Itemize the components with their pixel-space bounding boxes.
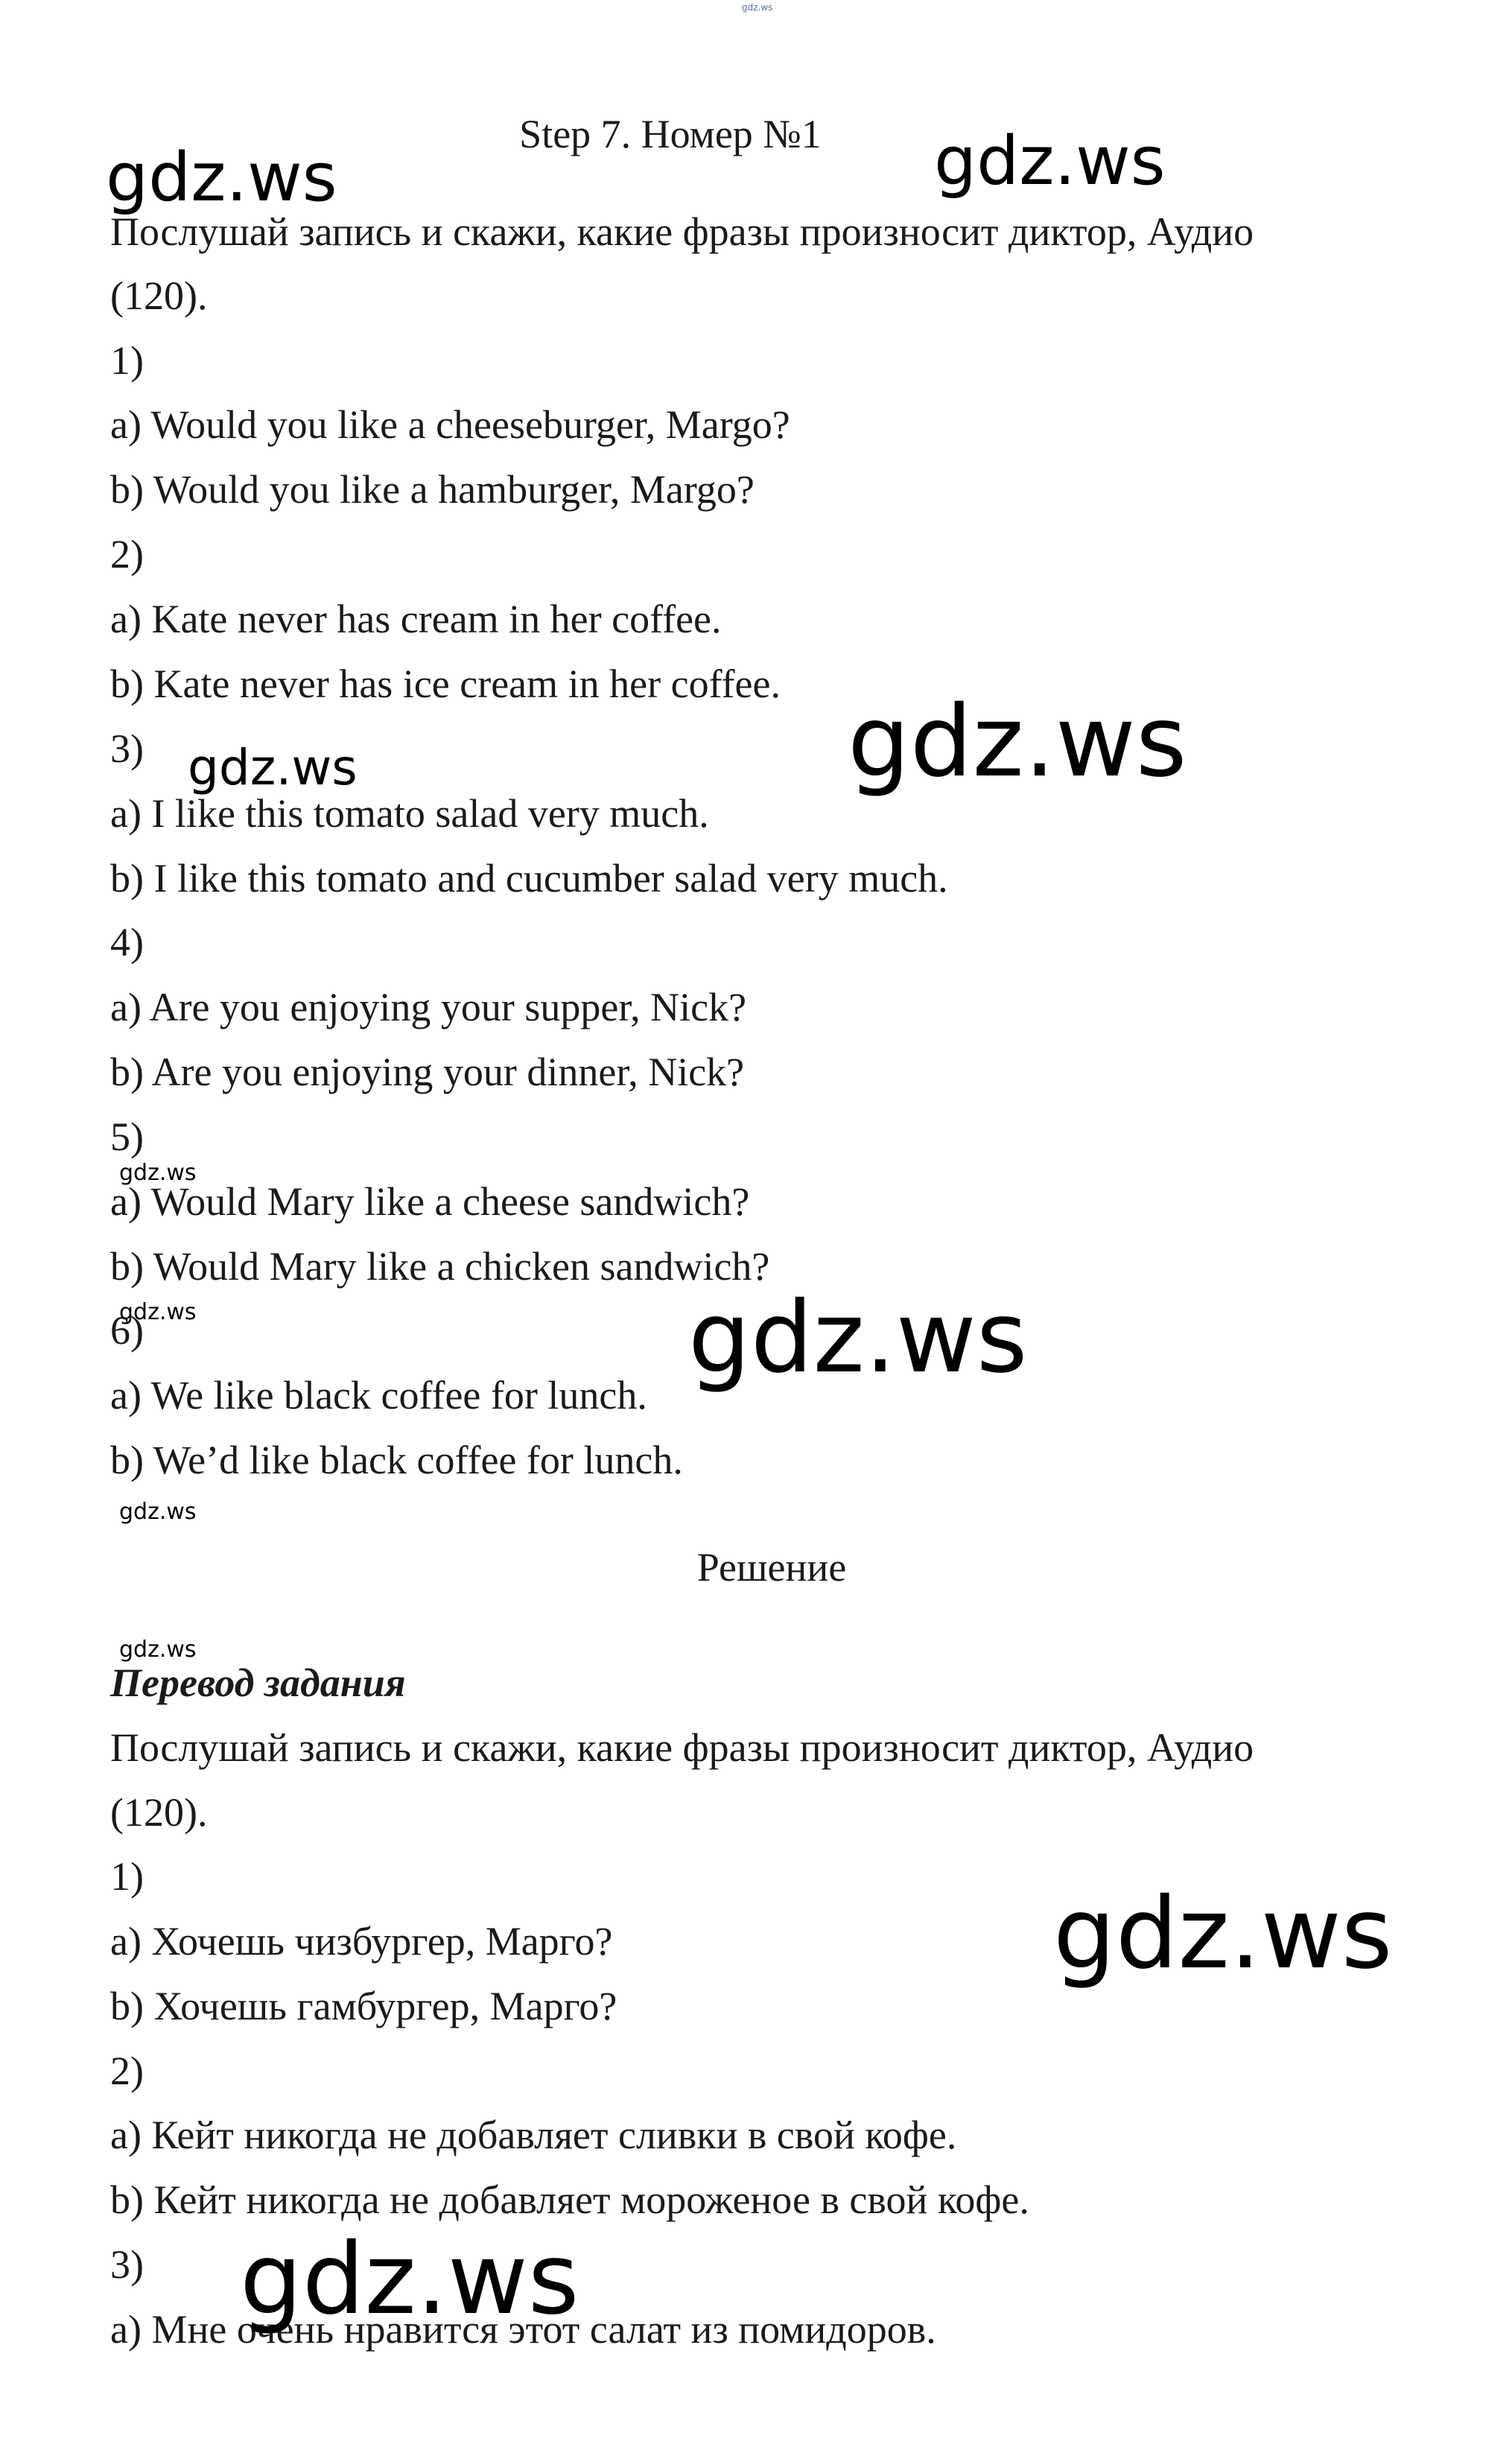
watermark-item3: gdz.ws [188,739,358,796]
item-5-option-a: a) Would Mary like a cheese sandwich? [110,1179,750,1224]
page-title: Step 7. Номер №1 [519,112,822,156]
task-instruction-line2: (120). [110,273,208,318]
translation-instruction-line2: (120). [110,1790,208,1835]
watermark-small-3: gdz.ws [119,1499,197,1525]
watermark-large-3: gdz.ws [1053,1876,1393,1991]
watermark-top-right: gdz.ws [934,122,1166,200]
item-3-number: 3) [110,726,144,771]
item-1-option-a: a) Would you like a cheeseburger, Margo? [110,402,790,447]
watermark-top-left: gdz.ws [106,139,337,217]
translation-item-3-option-a: a) Мне очень нравится этот салат из помидоров. [110,2307,936,2352]
item-2-number: 2) [110,532,144,577]
watermark-large-1: gdz.ws [848,685,1187,799]
item-2-option-b: b) Kate never has ice cream in her coffee. [110,661,781,706]
item-4-option-a: a) Are you enjoying your supper, Nick? [110,985,747,1029]
task-instruction-line1: Послушай запись и скажи, какие фразы произносит диктор, Аудио [110,209,1254,254]
watermark-large-4: gdz.ws [240,2222,579,2337]
item-1-option-b: b) Would you like a hamburger, Margo? [110,467,755,512]
translation-item-1-option-b: b) Хочешь гамбургер, Марго? [110,1984,617,2028]
translation-item-3-number: 3) [110,2242,144,2287]
item-3-option-a: a) I like this tomato salad very much. [110,791,709,836]
watermark-small-4: gdz.ws [119,1637,197,1663]
translation-item-2-number: 2) [110,2049,144,2093]
watermark-tiny: gdz.ws [742,2,773,13]
item-6-number: 6) [110,1308,144,1353]
watermark-large-2: gdz.ws [688,1281,1028,1395]
item-5-option-b: b) Would Mary like a chicken sandwich? [110,1244,770,1289]
watermark-small-1: gdz.ws [119,1160,197,1186]
translation-item-1-number: 1) [110,1854,144,1899]
item-3-option-b: b) I like this tomato and cucumber salad very much. [110,856,948,901]
item-2-option-a: a) Kate never has cream in her coffee. [110,597,722,641]
translation-instruction-line1: Послушай запись и скажи, какие фразы произносит диктор, Аудио [110,1725,1254,1770]
item-6-option-a: a) We like black coffee for lunch. [110,1373,647,1418]
item-4-option-b: b) Are you enjoying your dinner, Nick? [110,1050,745,1094]
translation-item-2-option-a: a) Кейт никогда не добавляет сливки в свой кофе. [110,2113,957,2157]
solution-heading: Решение [696,1545,847,1590]
translation-item-1-option-a: a) Хочешь чизбургер, Марго? [110,1919,613,1964]
watermark-small-2: gdz.ws [119,1299,197,1325]
translation-item-2-option-b: b) Кейт никогда не добавляет мороженое в свой кофе. [110,2177,1029,2222]
item-1-number: 1) [110,338,144,383]
item-6-option-b: b) We’d like black coffee for lunch. [110,1438,683,1482]
translation-heading: Перевод задания [110,1660,406,1705]
item-4-number: 4) [110,920,144,965]
item-5-number: 5) [110,1114,144,1159]
